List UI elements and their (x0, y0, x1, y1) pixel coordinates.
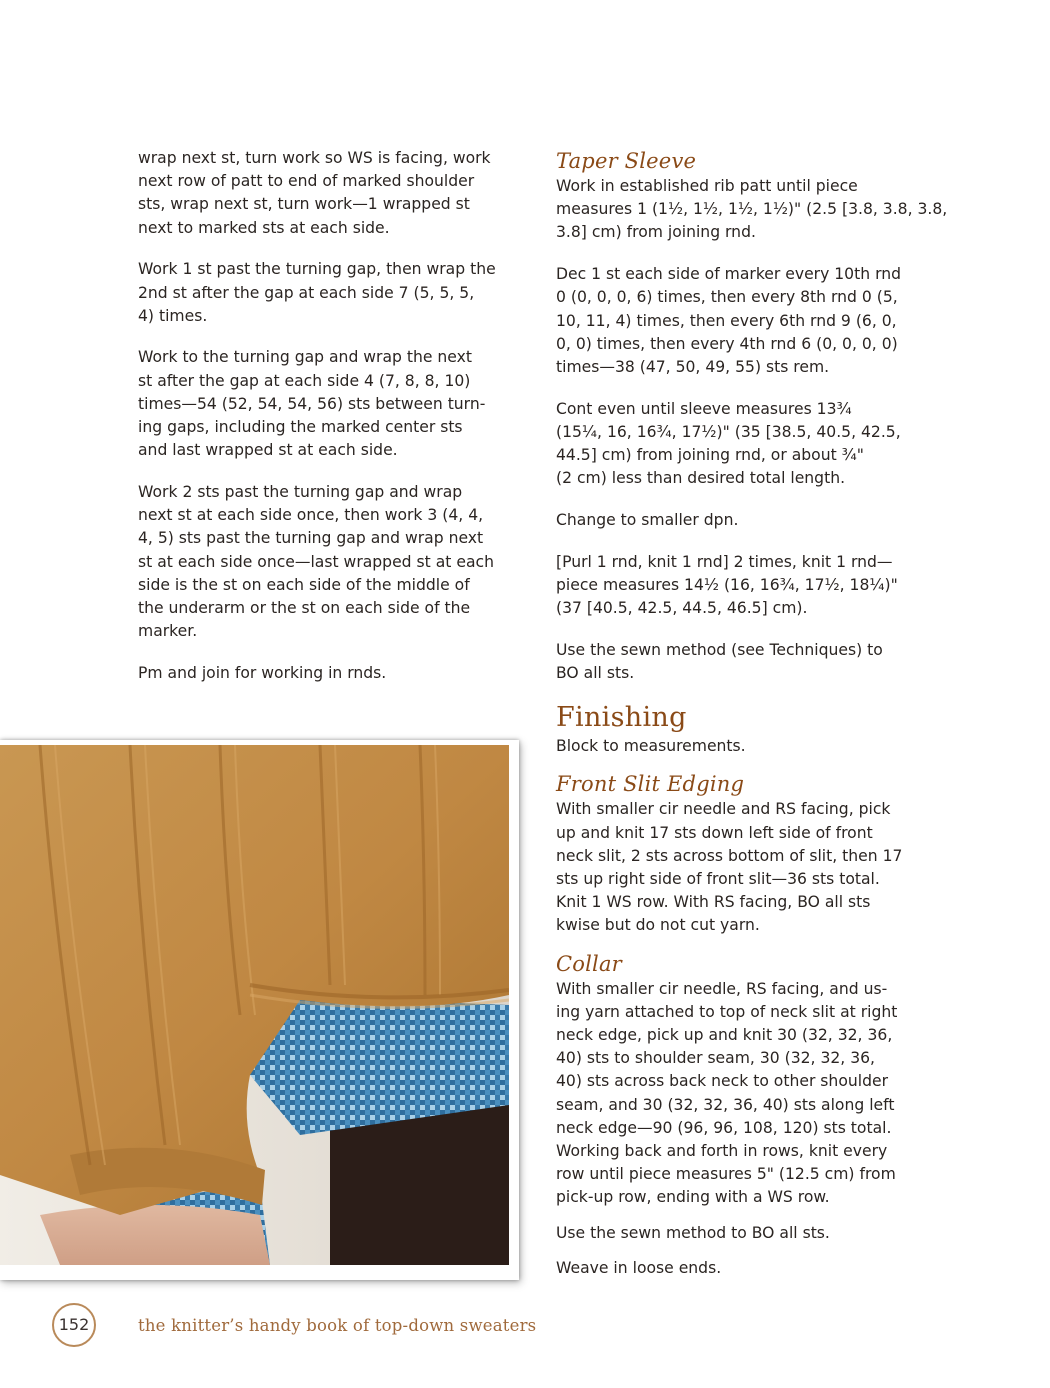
text-line: 10, 11, 4) times, then every 6th rnd 9 (6, 0, (556, 311, 897, 330)
text-line: (37 [40.5, 42.5, 44.5, 46.5] cm). (556, 599, 808, 618)
paragraph-purl-knit (556, 551, 951, 621)
paragraph-change-dpn (556, 509, 951, 532)
paragraph-front-slit (556, 798, 951, 937)
taper-sleeve-heading: Taper Sleeve (556, 149, 697, 173)
text-line: Dec 1 st each side of marker every 10th rnd (556, 265, 901, 284)
text-line: neck edge, pick up and knit 30 (32, 32, 36, (556, 1025, 893, 1044)
paragraph-turning-gap (138, 346, 523, 462)
text-line: 2nd st after the gap at each side 7 (5, 5, 5, (138, 283, 475, 302)
text-line: seam, and 30 (32, 32, 36, 40) sts along left (556, 1095, 895, 1114)
paragraph-block (556, 735, 951, 758)
text-line: and last wrapped st at each side. (138, 441, 398, 460)
finishing-heading: Finishing (556, 702, 687, 734)
paragraph-decreases (556, 263, 951, 379)
text-line: next row of patt to end of marked shoulder (138, 172, 475, 191)
text-line: Block to measurements. (556, 737, 746, 756)
text-line: Use the sewn method (see Techniques) to (556, 640, 883, 659)
text-line: Use the sewn method to BO all sts. (556, 1223, 830, 1242)
text-line: neck edge—90 (96, 96, 108, 120) sts total. (556, 1118, 892, 1137)
text-line: Change to smaller dpn. (556, 510, 739, 529)
text-line: 40) sts across back neck to other shoulder (556, 1072, 888, 1091)
text-line: ing gaps, including the marked center sts (138, 418, 463, 437)
sweater-sleeve-photo (0, 740, 519, 1280)
paragraph-collar (556, 978, 951, 1210)
text-line: up and knit 17 sts down left side of front (556, 823, 873, 842)
text-line: ing yarn attached to top of neck slit at right (556, 1002, 898, 1021)
right-column (556, 147, 951, 1280)
page-number: 152 (52, 1303, 96, 1347)
text-line: 4, 5) sts past the turning gap and wrap next (138, 529, 484, 548)
text-line: BO all sts. (556, 663, 635, 682)
text-line: Work 1 st past the turning gap, then wrap the (138, 260, 496, 279)
sweater-illustration (0, 745, 509, 1265)
text-line: wrap next st, turn work so WS is facing, work (138, 149, 491, 167)
paragraph-collar-bo (556, 1222, 951, 1245)
running-title: the knitter’s handy book of top-down sweaters (138, 1316, 537, 1335)
text-line: next to marked sts at each side. (138, 218, 390, 237)
front-slit-edging-heading: Front Slit Edging (556, 772, 745, 797)
text-line: measures 1 (1½, 1½, 1½, 1½)" (2.5 [3.8, 3.8, 3.8, (556, 200, 948, 219)
text-line: marker. (138, 622, 198, 641)
text-line: 4) times. (138, 306, 208, 325)
text-line: With smaller cir needle, RS facing, and us- (556, 979, 888, 998)
text-line: st at each side once—last wrapped st at each (138, 552, 494, 571)
text-line: (15¼, 16, 16¾, 17½)" (35 [38.5, 40.5, 42.5, (556, 422, 901, 441)
text-line: sts, wrap next st, turn work—1 wrapped st (138, 195, 470, 214)
text-line: (2 cm) less than desired total length. (556, 469, 846, 488)
text-line: times—54 (52, 54, 54, 56) sts between turn- (138, 394, 486, 413)
paragraph-weave-ends (556, 1257, 951, 1280)
text-line: side is the st on each side of the middle of (138, 575, 470, 594)
text-line: Weave in loose ends. (556, 1258, 722, 1277)
text-line: With smaller cir needle and RS facing, pick (556, 800, 891, 819)
text-line: the underarm or the st on each side of the (138, 598, 471, 617)
text-line: 0, 0) times, then every 4th rnd 6 (0, 0, 0, 0) (556, 334, 898, 353)
text-line: st after the gap at each side 4 (7, 8, 8, 10) (138, 371, 471, 390)
text-line: 0 (0, 0, 0, 6) times, then every 8th rnd 0 (5, (556, 288, 898, 307)
text-line: sts up right side of front slit—36 sts total. (556, 869, 880, 888)
text-line: piece measures 14½ (16, 16¾, 17½, 18¼)" (556, 575, 898, 594)
paragraph-wrap-2nd-st (138, 258, 523, 328)
text-line: 3.8] cm) from joining rnd. (556, 223, 756, 242)
text-line: Work in established rib patt until piece (556, 177, 858, 195)
text-line: Work to the turning gap and wrap the next (138, 348, 472, 367)
paragraph-underarm (138, 481, 523, 643)
text-line: pick-up row, ending with a WS row. (556, 1188, 830, 1207)
text-line: Knit 1 WS row. With RS facing, BO all sts (556, 893, 871, 912)
text-line: Cont even until sleeve measures 13¾ (556, 399, 852, 418)
text-line: times—38 (47, 50, 49, 55) sts rem. (556, 357, 830, 376)
text-line: [Purl 1 rnd, knit 1 rnd] 2 times, knit 1 rnd— (556, 552, 893, 571)
paragraph-short-rows (138, 147, 523, 240)
paragraph-rib-patt (556, 175, 951, 245)
text-line: 40) sts to shoulder seam, 30 (32, 32, 36, (556, 1049, 876, 1068)
text-line: Working back and forth in rows, knit every (556, 1142, 888, 1160)
text-line: neck slit, 2 sts across bottom of slit, then 17 (556, 846, 903, 865)
text-line: row until piece measures 5" (12.5 cm) from (556, 1165, 896, 1184)
text-line: 44.5] cm) from joining rnd, or about ¾" (556, 446, 864, 465)
text-line: Work 2 sts past the turning gap and wrap (138, 482, 463, 501)
paragraph-bind-off (556, 639, 951, 685)
text-line: kwise but do not cut yarn. (556, 916, 760, 935)
text-line: next st at each side once, then work 3 (4, 4, (138, 506, 484, 525)
paragraph-cont-even (556, 398, 951, 491)
text-line: Pm and join for working in rnds. (138, 663, 387, 682)
left-column (138, 147, 523, 685)
collar-heading: Collar (556, 951, 622, 976)
paragraph-join-rnds (138, 662, 523, 685)
